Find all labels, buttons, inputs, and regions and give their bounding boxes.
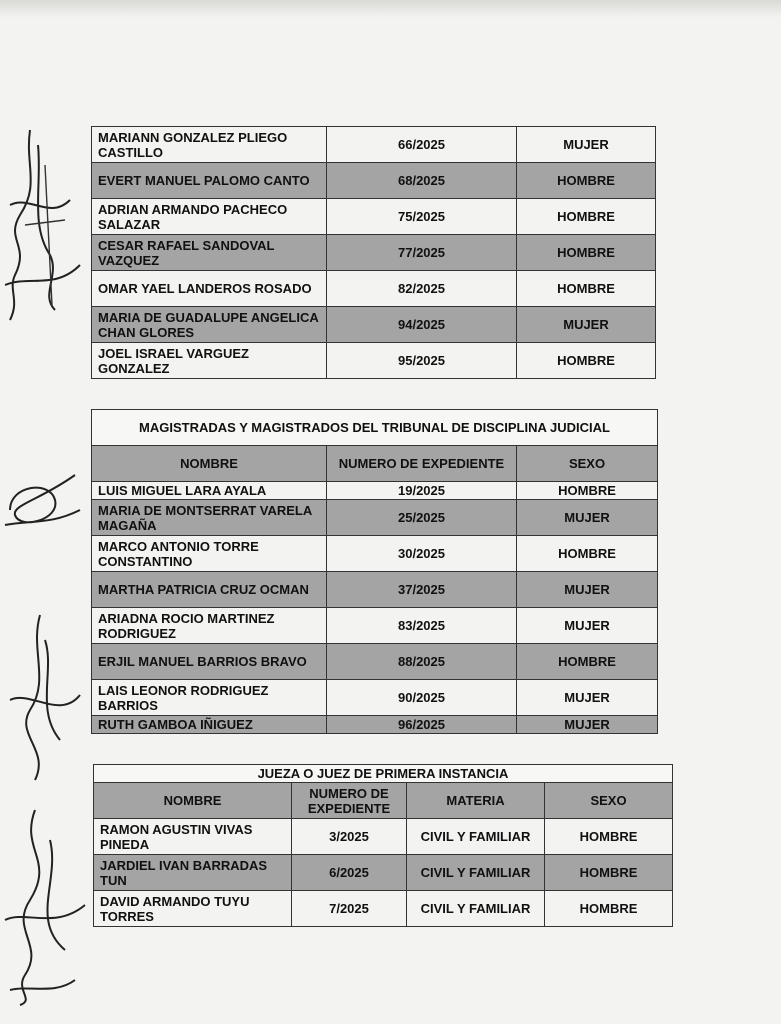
- signature-3: [0, 610, 90, 790]
- nombre-cell: ADRIAN ARMANDO PACHECO SALAZAR: [92, 199, 327, 235]
- sexo-cell: MUJER: [517, 127, 656, 163]
- header-row: [94, 783, 673, 819]
- expediente-cell: 19/2025: [327, 482, 517, 500]
- table-title-row: [92, 410, 658, 446]
- nombre-cell: MARIA DE GUADALUPE ANGELICA CHAN GLORES: [92, 307, 327, 343]
- nombre-cell: LAIS LEONOR RODRIGUEZ BARRIOS: [92, 680, 327, 716]
- expediente-cell: 68/2025: [327, 163, 517, 199]
- table-row: [92, 572, 658, 608]
- sexo-cell: HOMBRE: [517, 482, 658, 500]
- table-row: [92, 680, 658, 716]
- table-row: [92, 127, 656, 163]
- scanned-page-edge: [0, 0, 781, 18]
- table-title-row: [94, 765, 673, 783]
- sexo-cell: HOMBRE: [517, 343, 656, 379]
- nombre-cell: EVERT MANUEL PALOMO CANTO: [92, 163, 327, 199]
- sexo-cell: HOMBRE: [517, 536, 658, 572]
- header-nombre: NOMBRE: [94, 783, 292, 819]
- nombre-cell: OMAR YAEL LANDEROS ROSADO: [92, 271, 327, 307]
- expediente-cell: 7/2025: [292, 891, 407, 927]
- table-row: [92, 271, 656, 307]
- expediente-cell: 88/2025: [327, 644, 517, 680]
- expediente-cell: 90/2025: [327, 680, 517, 716]
- header-nombre: NOMBRE: [92, 446, 327, 482]
- magistrados-table: [91, 409, 658, 734]
- nombre-cell: MARCO ANTONIO TORRE CONSTANTINO: [92, 536, 327, 572]
- nombre-cell: MARIA DE MONTSERRAT VARELA MAGAÑA: [92, 500, 327, 536]
- expediente-cell: 66/2025: [327, 127, 517, 163]
- table-title: MAGISTRADAS Y MAGISTRADOS DEL TRIBUNAL DE DISCIPLINA JUDICIAL: [92, 410, 658, 446]
- sexo-cell: MUJER: [517, 307, 656, 343]
- table-row: [94, 891, 673, 927]
- signature-1: [0, 125, 90, 325]
- expediente-cell: 82/2025: [327, 271, 517, 307]
- nombre-cell: MARTHA PATRICIA CRUZ OCMAN: [92, 572, 327, 608]
- materia-cell: CIVIL Y FAMILIAR: [407, 855, 545, 891]
- table-row: [92, 343, 656, 379]
- header-row: [92, 446, 658, 482]
- nombre-cell: CESAR RAFAEL SANDOVAL VAZQUEZ: [92, 235, 327, 271]
- sexo-cell: MUJER: [517, 680, 658, 716]
- table-row: [92, 482, 658, 500]
- continuation-table: [91, 126, 656, 379]
- nombre-cell: LUIS MIGUEL LARA AYALA: [92, 482, 327, 500]
- sexo-cell: HOMBRE: [517, 163, 656, 199]
- nombre-cell: ARIADNA ROCIO MARTINEZ RODRIGUEZ: [92, 608, 327, 644]
- signature-4: [0, 800, 90, 1010]
- table-row: [94, 855, 673, 891]
- expediente-cell: 96/2025: [327, 716, 517, 734]
- nombre-cell: RAMON AGUSTIN VIVAS PINEDA: [94, 819, 292, 855]
- sexo-cell: MUJER: [517, 716, 658, 734]
- table-row: [92, 163, 656, 199]
- materia-cell: CIVIL Y FAMILIAR: [407, 891, 545, 927]
- sexo-cell: HOMBRE: [517, 235, 656, 271]
- table-row: [92, 307, 656, 343]
- table-row: [92, 536, 658, 572]
- expediente-cell: 37/2025: [327, 572, 517, 608]
- nombre-cell: JARDIEL IVAN BARRADAS TUN: [94, 855, 292, 891]
- nombre-cell: RUTH GAMBOA IÑIGUEZ: [92, 716, 327, 734]
- nombre-cell: DAVID ARMANDO TUYU TORRES: [94, 891, 292, 927]
- header-expediente: NUMERO DE EXPEDIENTE: [327, 446, 517, 482]
- expediente-cell: 30/2025: [327, 536, 517, 572]
- header-sexo: SEXO: [545, 783, 673, 819]
- table-row: [92, 500, 658, 536]
- sexo-cell: HOMBRE: [517, 199, 656, 235]
- sexo-cell: HOMBRE: [545, 855, 673, 891]
- table-title: JUEZA O JUEZ DE PRIMERA INSTANCIA: [94, 765, 673, 783]
- nombre-cell: JOEL ISRAEL VARGUEZ GONZALEZ: [92, 343, 327, 379]
- table-row: [94, 819, 673, 855]
- header-expediente: NUMERO DE EXPEDIENTE: [292, 783, 407, 819]
- header-materia: MATERIA: [407, 783, 545, 819]
- expediente-cell: 6/2025: [292, 855, 407, 891]
- sexo-cell: HOMBRE: [517, 271, 656, 307]
- jueces-primera-instancia-table: [93, 764, 673, 927]
- nombre-cell: MARIANN GONZALEZ PLIEGO CASTILLO: [92, 127, 327, 163]
- sexo-cell: MUJER: [517, 608, 658, 644]
- table-row: [92, 235, 656, 271]
- sexo-cell: MUJER: [517, 500, 658, 536]
- expediente-cell: 95/2025: [327, 343, 517, 379]
- expediente-cell: 83/2025: [327, 608, 517, 644]
- table-row: [92, 608, 658, 644]
- expediente-cell: 77/2025: [327, 235, 517, 271]
- sexo-cell: MUJER: [517, 572, 658, 608]
- expediente-cell: 75/2025: [327, 199, 517, 235]
- header-sexo: SEXO: [517, 446, 658, 482]
- nombre-cell: ERJIL MANUEL BARRIOS BRAVO: [92, 644, 327, 680]
- sexo-cell: HOMBRE: [545, 819, 673, 855]
- signature-2: [0, 470, 90, 540]
- table-row: [92, 644, 658, 680]
- materia-cell: CIVIL Y FAMILIAR: [407, 819, 545, 855]
- expediente-cell: 94/2025: [327, 307, 517, 343]
- table-row: [92, 199, 656, 235]
- expediente-cell: 25/2025: [327, 500, 517, 536]
- table-row: [92, 716, 658, 734]
- expediente-cell: 3/2025: [292, 819, 407, 855]
- sexo-cell: HOMBRE: [545, 891, 673, 927]
- sexo-cell: HOMBRE: [517, 644, 658, 680]
